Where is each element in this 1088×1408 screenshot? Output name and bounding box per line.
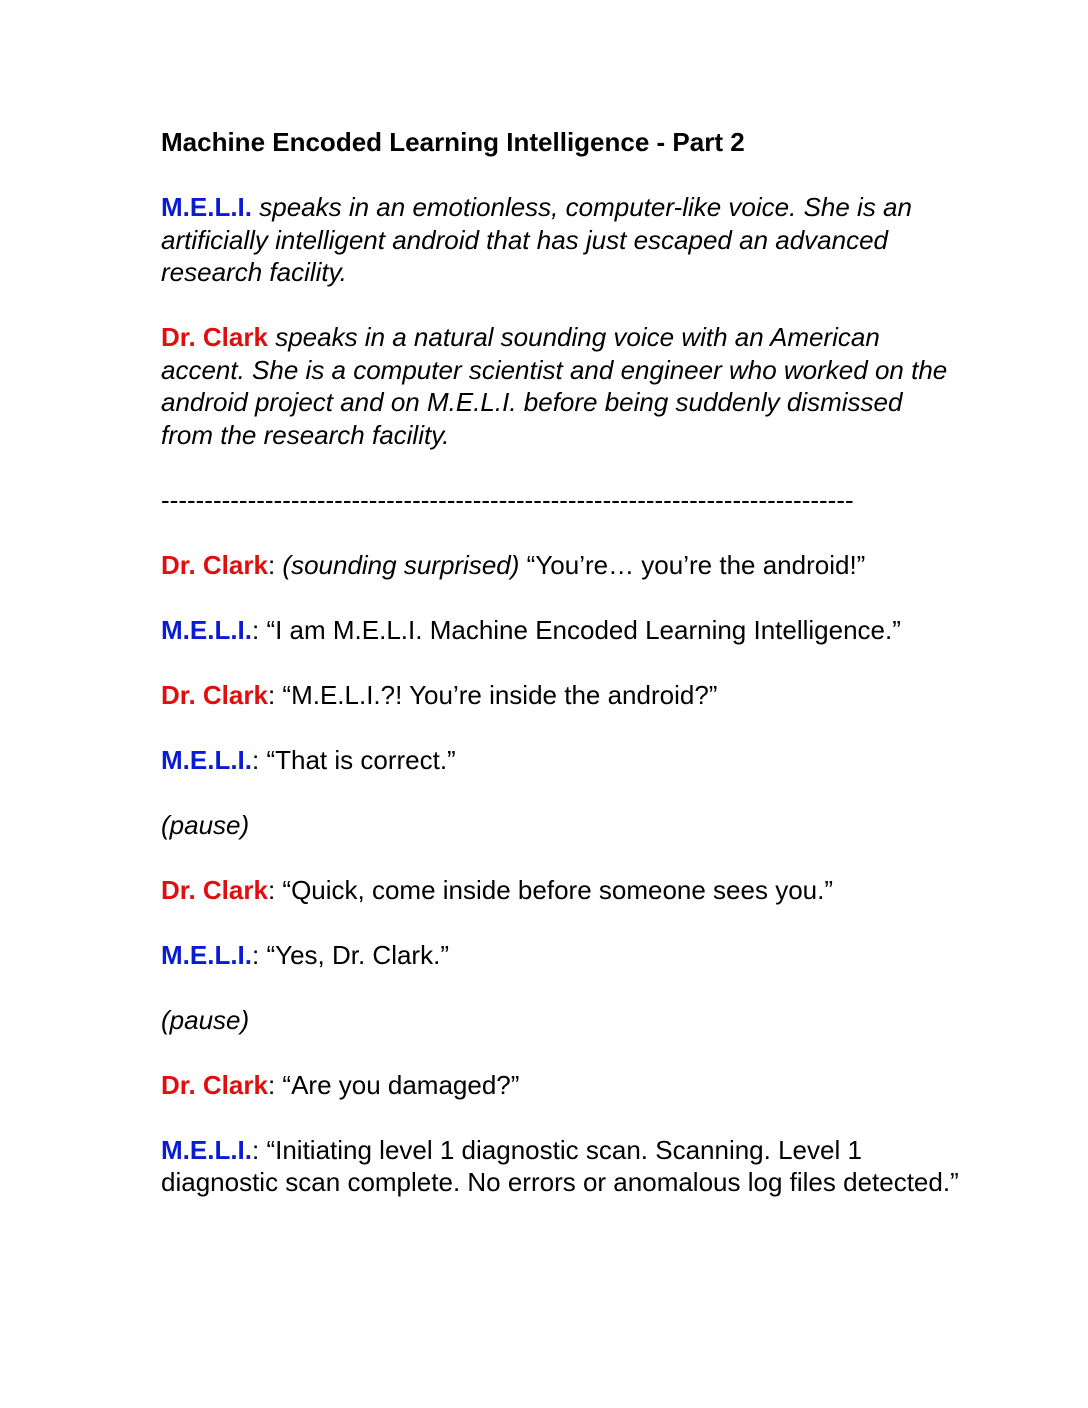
dialogue-text: “M.E.L.I.?! You’re inside the android?” bbox=[282, 679, 718, 710]
dialogue-text: “That is correct.” bbox=[266, 744, 456, 775]
stage-direction bbox=[161, 809, 961, 842]
speaker-name: Dr. Clark bbox=[161, 679, 268, 710]
pause-text: (pause) bbox=[161, 809, 250, 840]
speaker-name: M.E.L.I. bbox=[161, 744, 252, 775]
character-name: Dr. Clark bbox=[161, 322, 268, 352]
character-descriptions bbox=[161, 191, 961, 451]
dialogue-line: Dr. Clark: (sounding surprised) “You’re… you’re the android!” bbox=[161, 549, 866, 580]
stage-direction-inline: (sounding surprised) bbox=[282, 549, 520, 580]
dialogue bbox=[161, 549, 961, 1199]
dialogue-line: M.E.L.I.: “That is correct.” bbox=[161, 744, 456, 775]
script-page bbox=[161, 126, 961, 1231]
speaker-name: Dr. Clark bbox=[161, 874, 268, 905]
dialogue-line: Dr. Clark: “Quick, come inside before someone sees you.” bbox=[161, 874, 834, 905]
dialogue-line: Dr. Clark: “Are you damaged?” bbox=[161, 1069, 520, 1100]
speaker-name: M.E.L.I. bbox=[161, 939, 252, 970]
page-title: Machine Encoded Learning Intelligence - Part 2 bbox=[161, 127, 745, 157]
character-description bbox=[161, 191, 961, 289]
character-description-text: speaks in a natural sounding voice with an American accent. She is a computer scientist and engineer who worked on the android project and on M.E.L.I. before being suddenly dismissed from the research facility. bbox=[161, 322, 948, 450]
section-divider: -------------------------------------------------------------------------------- bbox=[161, 484, 854, 515]
speaker-name: M.E.L.I. bbox=[161, 1134, 252, 1165]
dialogue-text: “You’re… you’re the android!” bbox=[526, 549, 866, 580]
pause-text: (pause) bbox=[161, 1004, 250, 1035]
character-description bbox=[161, 321, 961, 451]
dialogue-text: “I am M.E.L.I. Machine Encoded Learning Intelligence.” bbox=[266, 614, 901, 645]
dialogue-line: Dr. Clark: “M.E.L.I.?! You’re inside the android?” bbox=[161, 679, 718, 710]
character-name: M.E.L.I. bbox=[161, 192, 252, 222]
speaker-name: Dr. Clark bbox=[161, 549, 268, 580]
dialogue-line: M.E.L.I.: “Yes, Dr. Clark.” bbox=[161, 939, 449, 970]
dialogue-text: “Are you damaged?” bbox=[282, 1069, 520, 1100]
dialogue-text: “Quick, come inside before someone sees you.” bbox=[282, 874, 834, 905]
speaker-name: Dr. Clark bbox=[161, 1069, 268, 1100]
dialogue-text: “Yes, Dr. Clark.” bbox=[266, 939, 449, 970]
stage-direction bbox=[161, 1004, 961, 1037]
speaker-name: M.E.L.I. bbox=[161, 614, 252, 645]
character-description-text: speaks in an emotionless, computer-like voice. She is an artificially intelligent android that has just escaped an advanced research facility. bbox=[161, 192, 912, 287]
dialogue-line: M.E.L.I.: “I am M.E.L.I. Machine Encoded Learning Intelligence.” bbox=[161, 614, 901, 645]
dialogue-text: “Initiating level 1 diagnostic scan. Scanning. Level 1 diagnostic scan complete. No errors or anomalous log files detected.” bbox=[161, 1134, 959, 1197]
dialogue-line: M.E.L.I.: “Initiating level 1 diagnostic scan. Scanning. Level 1 diagnostic scan complete. No errors or anomalous log files detected.” bbox=[161, 1134, 959, 1197]
